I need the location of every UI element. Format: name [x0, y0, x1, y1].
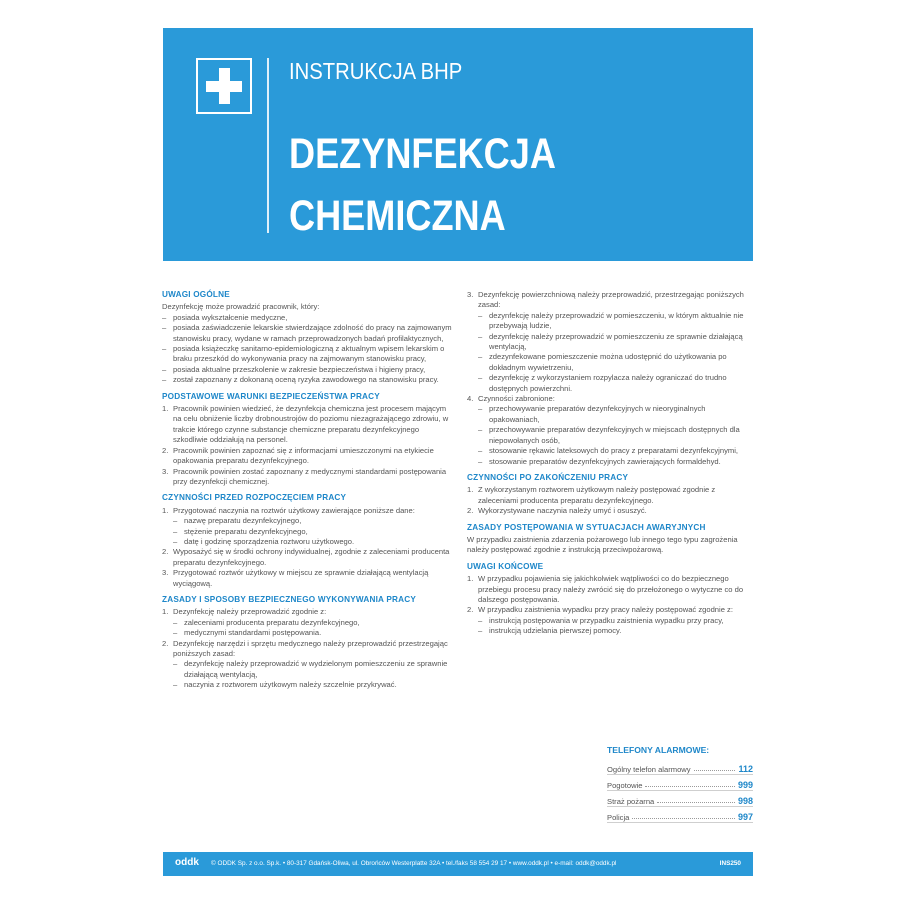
- phone-row: Policja 997: [607, 807, 753, 823]
- oddk-logo: oddk: [175, 857, 199, 868]
- section-title: UWAGI OGÓLNE: [162, 290, 230, 299]
- list-item: 2. Dezynfekcję narzędzi i sprzętu medycznego należy przeprowadzić przestrzegając poniższych zasad:: [162, 638, 448, 658]
- header-title-line1: DEZYNFEKCJA: [289, 130, 556, 178]
- left-column: [162, 290, 452, 691]
- sub-list-item: – nazwę preparatu dezynfekcyjnego,: [173, 516, 302, 526]
- section-title: ZASADY POSTĘPOWANIA W SYTUACJACH AWARYJNYCH: [467, 522, 706, 532]
- first-aid-cross-icon: [196, 58, 252, 114]
- sub-list-item: – stężenie preparatu dezynfekcyjnego,: [173, 526, 308, 536]
- list-item: – został zapoznany z dokonaną oceną ryzyka zawodowego na stanowisku pracy.: [162, 375, 439, 385]
- right-column: [467, 290, 754, 637]
- list-item: – posiada aktualne przeszkolenie w zakresie bezpieczeństwa i higieny pracy,: [162, 364, 426, 374]
- section-title: CZYNNOŚCI PRZED ROZPOCZĘCIEM PRACY: [162, 493, 347, 503]
- list-item: 4. Czynności zabronione:: [467, 394, 555, 404]
- section-title: PODSTAWOWE WARUNKI BEZPIECZEŃSTWA PRACY: [162, 391, 380, 401]
- sub-list-item: – instrukcją udzielania pierwszej pomocy.: [478, 626, 622, 636]
- list-item: 2. Wyposażyć się w środki ochrony indywidualnej, zgodnie z zaleceniami producenta preparatu dezynfekcyjnego.: [162, 547, 450, 567]
- sub-list-item: – datę i godzinę sporządzenia roztworu użytkowego.: [173, 536, 355, 546]
- sub-list-item: – zdezynfekowane pomieszczenie można udostępnić do użytkowania po dokładnym wywietrzeniu,: [478, 352, 727, 372]
- sub-list-item: – dezynfekcję należy przeprowadzić w pomieszczeniu ze sprawnie działającą wentylacją,: [478, 331, 743, 352]
- emergency-phones: [607, 745, 753, 823]
- header-subtitle: INSTRUKCJA BHP: [289, 58, 463, 84]
- sub-list-item: – przechowywanie preparatów dezynfekcyjnych w nieoryginalnych opakowaniach,: [478, 404, 706, 424]
- header-title-line2: CHEMICZNA: [289, 192, 506, 240]
- sub-list-item: – naczynia z roztworem użytkowym należy szczelnie przykrywać.: [173, 680, 397, 690]
- phones-title: TELEFONY ALARMOWE:: [607, 745, 710, 755]
- list-item: 1. Dezynfekcję należy przeprowadzić zgodnie z:: [162, 607, 327, 617]
- header-banner: [163, 28, 753, 261]
- list-item: 1. W przypadku pojawienia się jakichkolwiek wątpliwości co do bezpiecznego przebiegu procesu pracy należy zwrócić się do przełożonego o wytyczne co do dalszego postępowania.: [467, 574, 744, 604]
- sub-list-item: – instrukcją postępowania w przypadku zaistnienia wypadku przy pracy,: [478, 615, 724, 625]
- sub-list-item: – stosowanie preparatów dezynfekcyjnych zawierających formaldehyd.: [478, 456, 721, 466]
- phone-row: Pogotowie 999: [607, 775, 753, 791]
- sub-list-item: – dezynfekcję z wykorzystaniem rozpylacza należy ograniczać do trudno dostępnych powierzchni.: [478, 373, 727, 393]
- header-divider: [267, 58, 269, 233]
- footer-contact: © ODDK Sp. z o.o. Sp.k. • 80-317 Gdańsk-Oliwa, ul. Obrońców Westerplatte 32A • tel./faks 58 554 29 17 • www.oddk.pl • e-mail: oddk@oddk.pl: [211, 860, 617, 867]
- list-item: 3. Dezynfekcję powierzchniową należy przeprowadzić, przestrzegając poniższych zasad:: [467, 290, 744, 310]
- list-item: – posiada zaświadczenie lekarskie stwierdzające zdolność do pracy na zajmowanym stanowisku pracy, wydane w ramach przeprowadzonych badań profilaktycznych,: [162, 323, 452, 343]
- section-intro: Dezynfekcję może prowadzić pracownik, który:: [162, 302, 320, 312]
- document-code: INS250: [719, 860, 741, 867]
- list-item: 2. Wykorzystywane naczynia należy umyć i osuszyć.: [467, 506, 647, 516]
- list-item: 1. Pracownik powinien wiedzieć, że dezynfekcja chemiczna jest procesem mającym na celu obniżenie liczby drobnoustrojów do poziomu niezagrażającego zdrowiu, w trakcie którego czynne substancje chemiczne preparatu dezynfekcyjnego szkodliwie oddziałują na personel.: [162, 404, 449, 445]
- list-item: 2. W przypadku zaistnienia wypadku przy pracy należy postępować zgodnie z:: [467, 605, 733, 615]
- list-item: – posiada wykształcenie medyczne,: [162, 312, 288, 322]
- list-item: 2. Pracownik powinien zapoznać się z informacjami umieszczonymi na etykiecie opakowania preparatu dezynfekcyjnego.: [162, 445, 434, 466]
- sub-list-item: – zaleceniami producenta preparatu dezynfekcyjnego,: [173, 617, 360, 627]
- list-item: 3. Pracownik powinien zostać zapoznany z medycznymi standardami postępowania przy dezynfekcji chemicznej.: [162, 466, 447, 486]
- sub-list-item: – medycznymi standardami postępowania.: [173, 628, 322, 638]
- section-title: CZYNNOŚCI PO ZAKOŃCZENIU PRACY: [467, 472, 629, 482]
- list-item: – posiada książeczkę sanitarno-epidemiologiczną z aktualnym wpisem lekarskim o braku przeszkód do wykonywania pracy na zajmowanym stanowisku pracy,: [162, 344, 445, 364]
- list-item: 1. Z wykorzystanym roztworem użytkowym należy postępować zgodnie z zaleceniami producenta preparatu dezynfekcyjnego.: [467, 485, 716, 505]
- section-title: ZASADY I SPOSOBY BEZPIECZNEGO WYKONYWANIA PRACY: [162, 594, 416, 604]
- footer-bar: [163, 852, 753, 876]
- sub-list-item: – dezynfekcję należy przeprowadzić w wydzielonym pomieszczeniu ze sprawnie działającą wentylacją,: [173, 659, 448, 679]
- phone-row: Straż pożarna 998: [607, 791, 753, 807]
- section-text: W przypadku zaistnienia zdarzenia pożarowego lub innego tego typu zagrożenia należy postępować zgodnie z instrukcją przeciwpożarową.: [467, 534, 738, 555]
- sub-list-item: – przechowywanie preparatów dezynfekcyjnych w miejscach dostępnych dla niepowołanych osób,: [478, 425, 740, 445]
- section-title: UWAGI KOŃCOWE: [467, 561, 544, 571]
- sub-list-item: – dezynfekcję należy przeprowadzić w pomieszczeniu, w którym aktualnie nie przebywają ludzie,: [478, 310, 744, 331]
- list-item: 3. Przygotować roztwór użytkowy w miejscu ze sprawnie działającą wentylacją wyciągową.: [162, 568, 429, 588]
- list-item: 1. Przygotować naczynia na roztwór użytkowy zawierające poniższe dane:: [162, 505, 415, 515]
- phone-row: Ogólny telefon alarmowy 112: [607, 759, 753, 775]
- sub-list-item: – stosowanie rękawic lateksowych do pracy z preparatami dezynfekcyjnymi,: [478, 446, 739, 456]
